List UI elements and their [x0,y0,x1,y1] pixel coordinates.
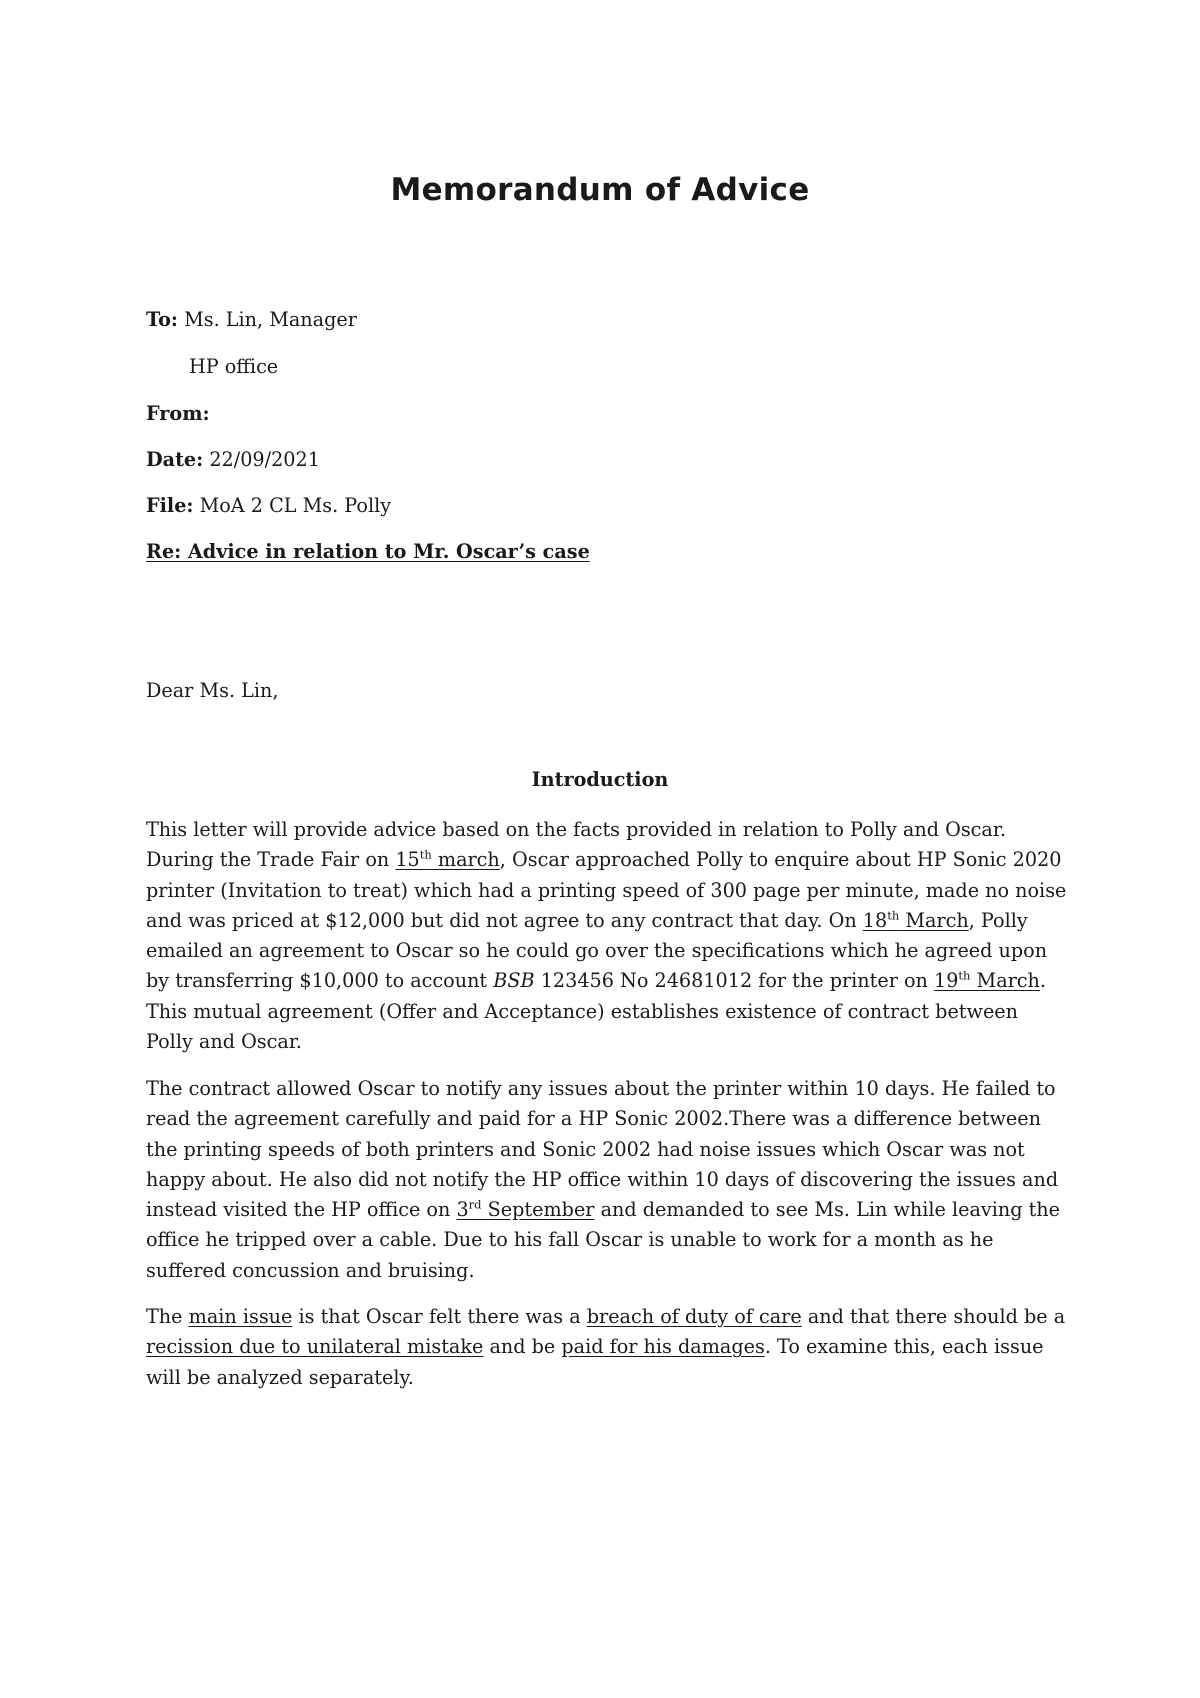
introduction-heading: Introduction [531,768,669,791]
text-line: read the agreement carefully and paid for a HP Sonic 2002.There was a difference between [146,1107,1041,1131]
date-label: Date: [146,448,204,471]
introduction-paragraph-2 [146,1074,1076,1286]
introduction-paragraph-1 [146,815,1076,1057]
from-line [146,400,210,428]
text-line: printer (Invitation to treat) which had a printing speed of 300 page per minute, made no noise [146,878,1067,902]
text-line: and was priced at $12,000 but did not agree to any contract that day. On 18th March, Polly [146,908,1028,932]
text-line: This letter will provide advice based on the facts provided in relation to Polly and Oscar. [146,818,1007,841]
recission-underlined: recission due to unilateral mistake [146,1335,484,1359]
text-line: Polly and Oscar. [146,1030,302,1054]
text-line: The contract allowed Oscar to notify any issues about the printer within 10 days. He failed to [146,1077,1056,1100]
date-19th-march: 19th March [934,969,1040,993]
re-subject: Re: Advice in relation to Mr. Oscar’s case [146,540,590,563]
file-line [146,492,391,520]
text-line: During the Trade Fair on 15th march, Oscar approached Polly to enquire about HP Sonic 2020 [146,847,1062,872]
text-line: office he tripped over a cable. Due to his fall Oscar is unable to work for a month as he [146,1228,994,1252]
file-value: MoA 2 CL Ms. Polly [199,494,392,517]
text-line: suffered concussion and bruising. [146,1258,475,1282]
to-value: Ms. Lin, Manager [184,308,357,331]
text-line: happy about. He also did not notify the HP office within 10 days of discovering the issues and [146,1167,1059,1191]
salutation-text: Dear Ms. Lin, [146,679,279,702]
text-line: instead visited the HP office on 3rd September and demanded to see Ms. Lin while leaving the [146,1197,1061,1222]
to-label: To: [146,308,178,331]
to-office-line [189,353,278,381]
date-15th-march: 15th march [395,847,500,872]
salutation [146,677,278,705]
breach-of-duty-underlined: breach of duty of care [586,1305,802,1328]
text-line: This mutual agreement (Offer and Acceptance) establishes existence of contract between [146,999,1019,1023]
text-line: will be analyzed separately. [146,1365,414,1389]
document-title: Memorandum of Advice [390,172,810,208]
to-line [146,306,357,334]
date-line [146,446,320,474]
date-18th-march: 18th March [862,908,969,932]
re-line [146,538,590,566]
date-3rd-september: 3rd September [456,1197,595,1222]
to-office: HP office [189,355,279,378]
text-line: the printing speeds of both printers and Sonic 2002 had noise issues which Oscar was not [146,1137,1025,1161]
text-line: The main issue is that Oscar felt there was a breach of duty of care and that there should be a [146,1305,1066,1328]
file-label: File: [146,494,194,517]
from-label: From: [146,402,210,425]
text-line: by transferring $10,000 to account BSB 123456 No 24681012 for the printer on 19th March. [146,969,1047,993]
damages-underlined: paid for his damages [561,1335,765,1359]
date-value: 22/09/2021 [209,448,320,471]
bsb-italic: BSB [493,969,535,993]
introduction-paragraph-3 [146,1302,1076,1393]
text-line: recission due to unilateral mistake and be paid for his damages. To examine this, each issue [146,1335,1044,1359]
main-issue-underlined: main issue [188,1305,293,1328]
text-line: emailed an agreement to Oscar so he could go over the specifications which he agreed upon [146,939,1048,963]
